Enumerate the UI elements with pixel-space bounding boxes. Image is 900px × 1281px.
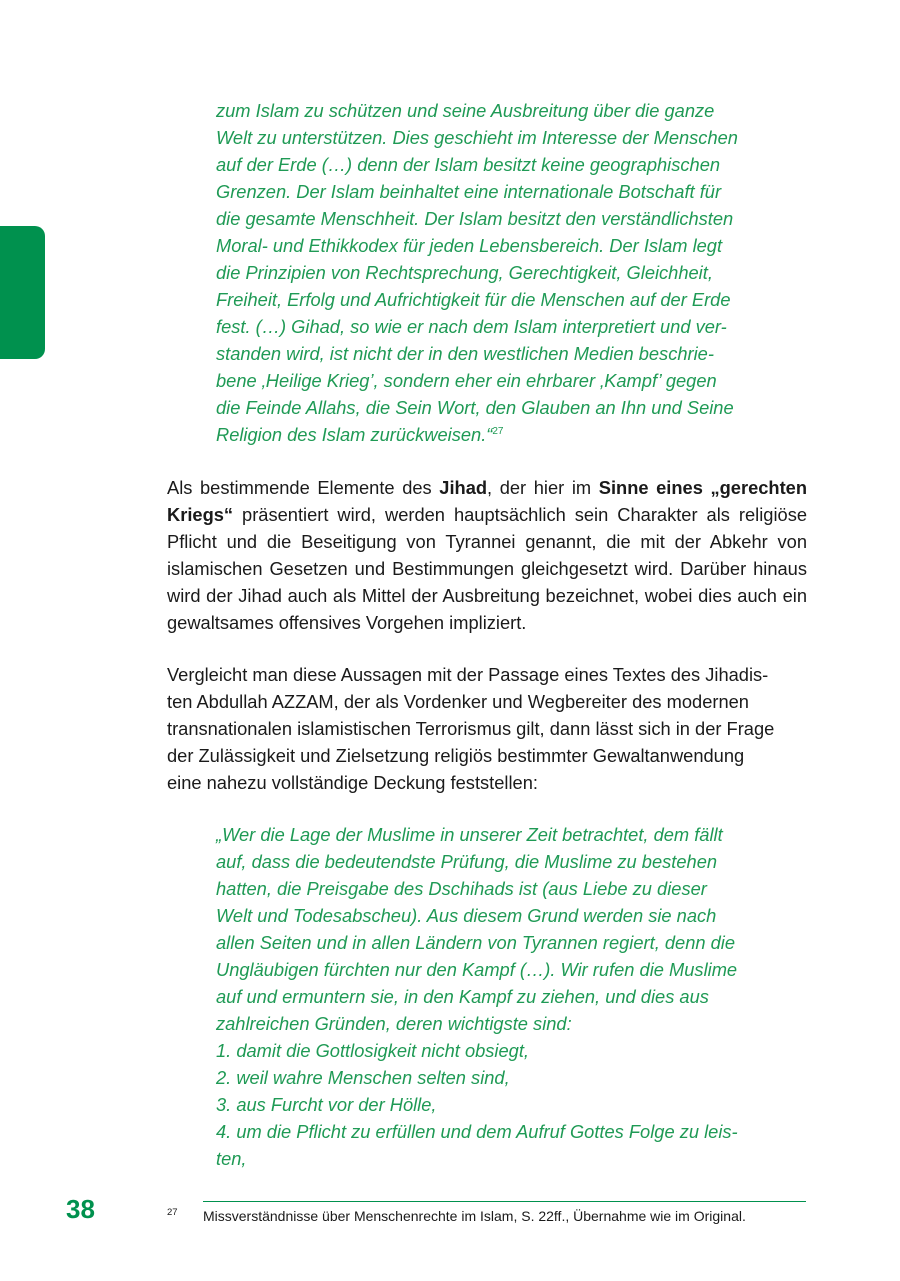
quote-line: Welt und Todesabscheu). Aus diesem Grund werden sie nach: [216, 905, 717, 926]
paragraph-line: Vergleicht man diese Aussagen mit der Passage eines Textes des Jihadis-: [167, 664, 769, 685]
quote-line: zahlreichen Gründen, deren wichtigste sind:: [216, 1013, 572, 1034]
list-item: 4. um die Pflicht zu erfüllen und dem Aufruf Gottes Folge zu leis-: [216, 1121, 738, 1142]
quote-line: die gesamte Menschheit. Der Islam besitzt den verständlichsten: [216, 208, 734, 229]
quote-line: bene ‚Heilige Krieg’, sondern eher ein ehrbarer ‚Kampf’ gegen: [216, 370, 717, 391]
quote-line: auf und ermuntern sie, in den Kampf zu ziehen, und dies aus: [216, 986, 709, 1007]
quote-line: die Feinde Allahs, die Sein Wort, den Glauben an Ihn und Seine: [216, 397, 734, 418]
quote-block-1: [216, 97, 776, 448]
quote-line: Freiheit, Erfolg und Aufrichtigkeit für die Menschen auf der Erde: [216, 289, 731, 310]
quote-line: standen wird, ist nicht der in den westlichen Medien beschrie-: [216, 343, 714, 364]
page-number: 38: [66, 1194, 95, 1224]
quote-line: auf, dass die bedeutendste Prüfung, die Muslime zu bestehen: [216, 851, 718, 872]
list-item: ten,: [216, 1148, 247, 1169]
paragraph-line: der Zulässigkeit und Zielsetzung religiös bestimmter Gewaltanwendung: [167, 745, 745, 766]
footnote-reference[interactable]: 27: [492, 426, 504, 437]
footnote-divider: [203, 1201, 806, 1202]
quote-line: die Prinzipien von Rechtsprechung, Gerechtigkeit, Gleichheit,: [216, 262, 713, 283]
quote-line-last: [216, 421, 776, 448]
quote-line-text: Religion des Islam zurückweisen.“: [216, 424, 493, 445]
footnote-text: Missverständnisse über Menschenrechte im Islam, S. 22ff., Übernahme wie im Original.: [203, 1208, 746, 1224]
paragraph-line: eine nahezu vollständige Deckung feststellen:: [167, 772, 538, 793]
quote-line: Ungläubigen fürchten nur den Kampf (…). Wir rufen die Muslime: [216, 959, 738, 980]
paragraph-text: Als bestimmende Elemente des: [167, 477, 440, 498]
quote-line: auf der Erde (…) denn der Islam besitzt keine geographischen: [216, 154, 721, 175]
quote-block-2: [216, 821, 776, 1172]
paragraph-line: ten Abdullah AZZAM, der als Vordenker und Wegbereiter des modernen: [167, 691, 749, 712]
quote-line: Welt zu unterstützen. Dies geschieht im Interesse der Menschen: [216, 127, 738, 148]
paragraph-line: transnationalen islamistischen Terrorismus gilt, dann lässt sich in der Frage: [167, 718, 775, 739]
paragraph-text: , der hier im: [487, 477, 599, 498]
quote-line: Moral- und Ethikkodex für jeden Lebensbereich. Der Islam legt: [216, 235, 723, 256]
quote-line: zum Islam zu schützen und seine Ausbreitung über die ganze: [216, 100, 715, 121]
quote-line: Grenzen. Der Islam beinhaltet eine internationale Botschaft für: [216, 181, 722, 202]
bold-term-jihad: Jihad: [439, 477, 488, 498]
body-paragraph-1: [167, 474, 807, 636]
paragraph-text: präsentiert wird, werden hauptsächlich sein Charakter als religiöse Pflicht und die Beseitigung von Tyrannei genannt, die mit der Abkehr von islamischen Gesetzen und Bestimmungen gleichgesetzt wird. Darüber hinaus wird der Jihad auch als Mittel der Ausbreitung bezeichnet, wobei dies auch ein gewaltsames offensives Vorgehen impliziert.: [167, 504, 807, 633]
footnote-number: 27: [167, 1207, 178, 1218]
list-item: 1. damit die Gottlosigkeit nicht obsiegt,: [216, 1040, 529, 1061]
chapter-tab-marker: [0, 226, 45, 359]
quote-line: fest. (…) Gihad, so wie er nach dem Islam interpretiert und ver-: [216, 316, 727, 337]
body-paragraph-2: [167, 661, 807, 796]
quote-line: „Wer die Lage der Muslime in unserer Zeit betrachtet, dem fällt: [216, 824, 723, 845]
quote-line: allen Seiten und in allen Ländern von Tyrannen regiert, denn die: [216, 932, 736, 953]
bold-term-just-war: Sinne eines „gerechten Kriegs“: [167, 477, 807, 525]
list-item: 2. weil wahre Menschen selten sind,: [216, 1067, 510, 1088]
list-item: 3. aus Furcht vor der Hölle,: [216, 1094, 437, 1115]
quote-line: hatten, die Preisgabe des Dschihads ist (aus Liebe zu dieser: [216, 878, 707, 899]
